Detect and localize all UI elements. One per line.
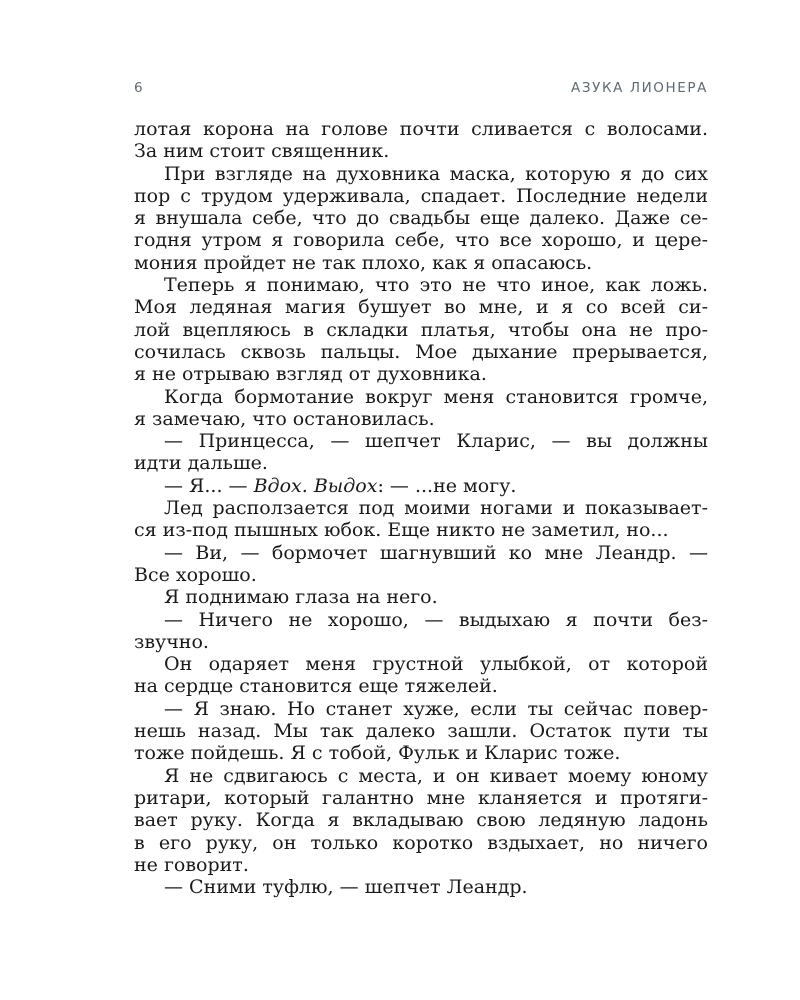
text-line: Лед расползается под моими ногами и показывает- — [164, 497, 708, 520]
text-line: мония пройдет не так плохо, как я опасаюсь. — [134, 251, 593, 274]
running-head — [134, 80, 708, 100]
text-line: пор с трудом удерживала, спадает. Последние недели — [134, 184, 708, 207]
paragraph — [134, 698, 708, 765]
text-line: — Принцесса, — шепчет Кларис, — вы должны — [164, 430, 708, 453]
body-text — [134, 118, 708, 898]
text-line: При взгляде на духовника маска, которую я до сих — [164, 162, 708, 185]
text-line: Я не сдвигаюсь с места, и он кивает моему юному — [164, 764, 708, 787]
paragraph — [134, 609, 708, 654]
paragraph — [134, 475, 708, 497]
text-line: вает руку. Когда я вкладываю свою ледяную ладонь — [134, 809, 708, 832]
paragraph — [134, 653, 708, 698]
paragraph — [134, 163, 708, 274]
text-line: звучно. — [134, 630, 209, 653]
paragraph — [134, 876, 708, 898]
text-line: сочилась сквозь пальцы. Мое дыхание прерывается, — [134, 340, 708, 363]
text-line: Когда бормотание вокруг меня становится громче, — [164, 385, 708, 408]
text-line: в его руку, он только коротко вздыхает, но ничего — [134, 831, 708, 854]
text-line: лой вцепляюсь в складки платья, чтобы она не про- — [134, 318, 708, 341]
text-line: ритари, который галантно мне кланяется и протяги- — [134, 786, 708, 809]
paragraph — [134, 274, 708, 385]
text-line: — Я знаю. Но станет хуже, если ты сейчас повер- — [164, 697, 708, 720]
paragraph — [134, 430, 708, 475]
page-number: 6 — [134, 80, 145, 96]
text-line: ся из-под пышных юбок. Еще никто не заметил, но... — [134, 519, 669, 542]
text-line: Я поднимаю глаза на него. — [164, 586, 438, 609]
text-line: я не отрываю взгляд от духовника. — [134, 363, 487, 386]
text-line: лотая корона на голове почти сливается с волосами. — [134, 118, 708, 140]
text-line — [134, 475, 708, 497]
text-line: Моя ледяная магия бушует во мне, и я со всей си- — [134, 296, 708, 319]
paragraph — [134, 497, 708, 542]
text-line: Он одаряет меня грустной улыбкой, от которой — [164, 653, 708, 676]
paragraph — [134, 765, 708, 876]
text-line: Теперь я понимаю, что это не что иное, как ложь. — [164, 274, 708, 297]
text-line: — Ви, — бормочет шагнувший ко мне Леандр. — — [164, 541, 708, 564]
text-line: нешь назад. Мы так далеко зашли. Остаток пути ты — [134, 720, 708, 743]
text-line: я замечаю, что остановилась. — [134, 407, 435, 430]
italic-text-run: Вдох. Выдох — [253, 474, 378, 497]
paragraph — [134, 386, 708, 431]
running-title: АЗУКА ЛИОНЕРА — [571, 80, 708, 96]
paragraph — [134, 118, 708, 163]
text-line: я внушала себе, что до свадьбы еще далеко. Даже се- — [134, 207, 708, 230]
text-line: не говорит. — [134, 853, 249, 876]
text-line: идти дальше. — [134, 452, 268, 475]
text-line: — Сними туфлю, — шепчет Леандр. — [164, 876, 528, 899]
text-line: на сердце становится еще тяжелей. — [134, 675, 498, 698]
text-line: За ним стоит священник. — [134, 140, 390, 163]
text-line: Все хорошо. — [134, 563, 257, 586]
text-line: тоже пойдешь. Я с тобой, Фульк и Кларис тоже. — [134, 742, 621, 765]
text-line: годня утром я говорила себе, что все хорошо, и цере- — [134, 229, 708, 252]
paragraph — [134, 542, 708, 587]
text-line: — Ничего не хорошо, — выдыхаю я почти без- — [164, 608, 708, 631]
text-run: — Я... — — [164, 474, 254, 497]
text-run: : — ...не могу. — [377, 474, 517, 497]
paragraph — [134, 586, 708, 608]
